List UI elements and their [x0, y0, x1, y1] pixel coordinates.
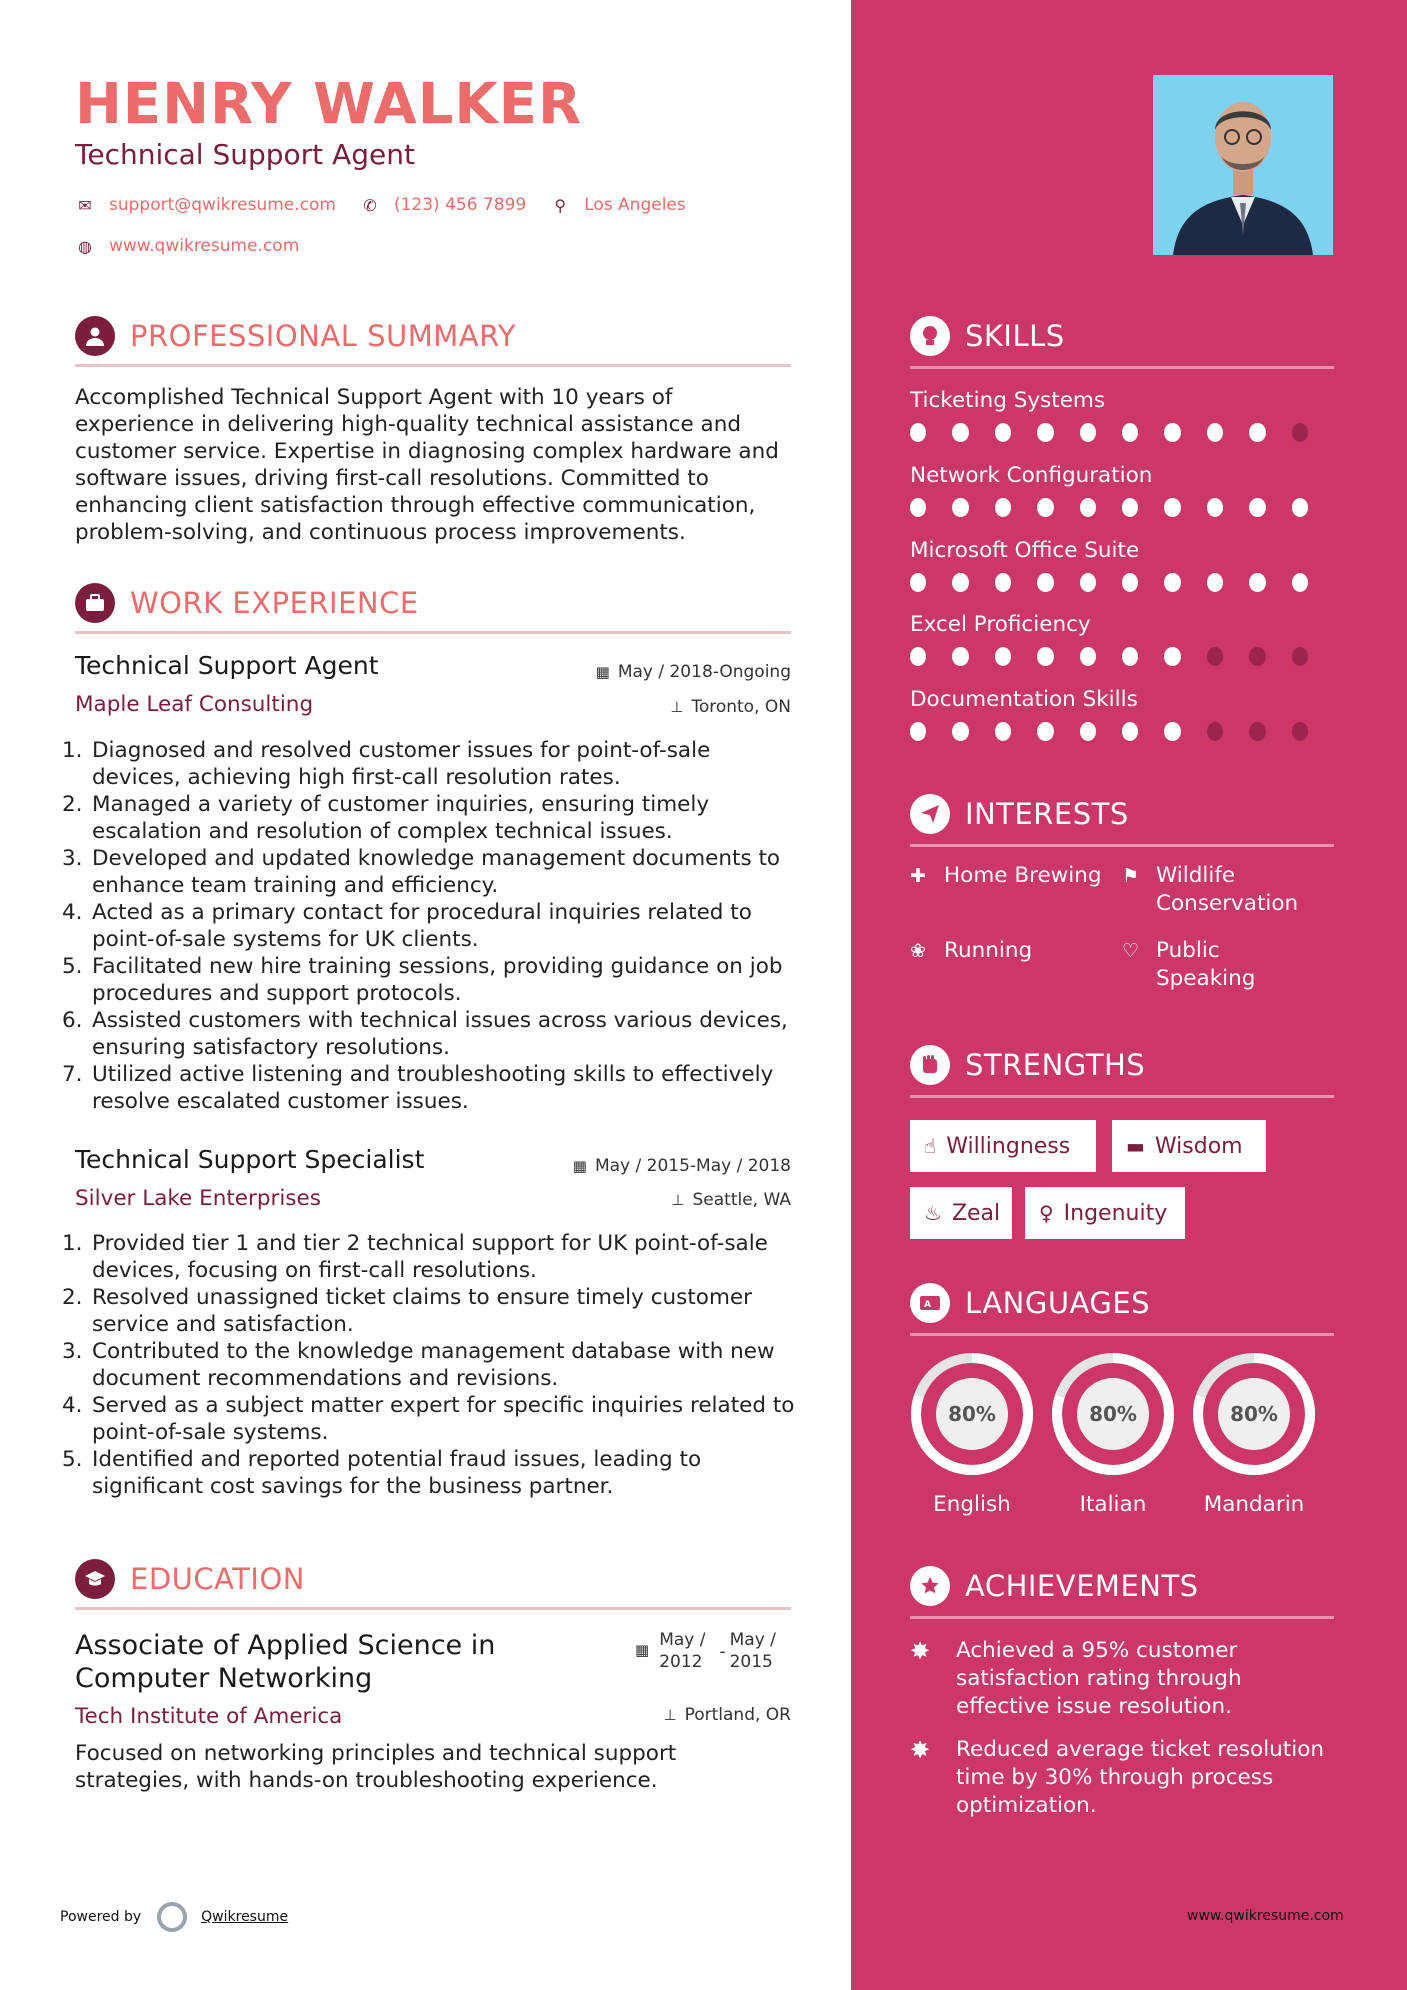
- interests-heading: INTERESTS: [965, 797, 1129, 831]
- summary-heading: PROFESSIONAL SUMMARY: [130, 319, 517, 353]
- graduation-cap-icon: [75, 1559, 115, 1599]
- rating-dot: [1037, 647, 1053, 666]
- language-item: [1192, 1352, 1316, 1517]
- rating-dot: [1292, 573, 1308, 592]
- achievement-text: Reduced average ticket resolution time by 30% through process optimization.: [956, 1737, 1324, 1818]
- website-link[interactable]: www.qwikresume.com: [109, 236, 300, 256]
- strengths-heading: STRENGTHS: [965, 1048, 1146, 1082]
- strengths-section-header: [910, 1045, 1334, 1097]
- job-date-text: May / 2015-May / 2018: [594, 1156, 791, 1176]
- list-item: 2. Managed a variety of customer inquiries, ensuring timely escalation and resolution of complex technical issues.: [62, 792, 710, 844]
- lightbulb-icon: ♀: [1039, 1201, 1054, 1225]
- section-divider: [910, 1095, 1334, 1098]
- language-percent: 80%: [1089, 1402, 1137, 1426]
- section-divider: [75, 364, 791, 367]
- interest-label: Running: [944, 938, 1033, 963]
- education-date: [635, 1629, 790, 1673]
- rating-dot: [1164, 647, 1180, 666]
- section-divider: [910, 366, 1334, 369]
- rating-dot: [1249, 573, 1265, 592]
- rating-dot: [1080, 722, 1096, 741]
- pushpin-icon: ⊥: [671, 1191, 685, 1209]
- rating-dot: [1164, 722, 1180, 741]
- rating-dot: [1249, 498, 1265, 517]
- star-burst-icon: ✸: [910, 1736, 931, 1764]
- candidate-title: Technical Support Agent: [75, 138, 415, 171]
- language-name: Italian: [1079, 1492, 1147, 1517]
- map-pin-icon: ⚲: [554, 195, 567, 215]
- rating-dot: [910, 498, 926, 517]
- education-date-end: May / 2015: [729, 1630, 776, 1672]
- qwikresume-logo-icon: [157, 1902, 187, 1932]
- section-divider: [75, 1607, 791, 1610]
- interests-section-header: [910, 794, 1334, 846]
- job-company-2: Silver Lake Enterprises: [75, 1186, 321, 1211]
- profile-photo: [1153, 75, 1333, 255]
- skill-rating: [910, 498, 1334, 517]
- rating-dot: [1207, 498, 1223, 517]
- job-title-2: Technical Support Specialist: [75, 1145, 425, 1174]
- achievement-text: Achieved a 95% customer satisfaction rating through effective issue resolution.: [956, 1638, 1242, 1719]
- job-location-1: [670, 697, 791, 717]
- strength-tag-ingenuity: [1025, 1187, 1185, 1239]
- list-item: 1. Provided tier 1 and tier 2 technical support for UK point-of-sale devices, focusing on first-call resolutions.: [62, 1231, 768, 1283]
- job-bullets-1: [62, 737, 802, 1115]
- rating-dot: [1207, 647, 1223, 666]
- interest-label: Home Brewing: [944, 863, 1102, 888]
- strength-tag-willingness: [910, 1120, 1096, 1172]
- list-item: 4. Served as a subject matter expert for specific inquiries related to point-of-sale systems.: [62, 1393, 795, 1445]
- list-item: 6. Assisted customers with technical issues across various devices, ensuring satisfactory resolutions.: [62, 1008, 788, 1060]
- fire-icon: ♨: [924, 1201, 942, 1225]
- rating-dot: [952, 722, 968, 741]
- skill-rating: [910, 573, 1334, 592]
- rating-dot: [1080, 423, 1096, 442]
- skill-item: [910, 538, 1334, 592]
- rating-dot: [952, 647, 968, 666]
- pushpin-icon: ⊥: [663, 1706, 677, 1724]
- section-divider: [910, 1616, 1334, 1619]
- rating-dot: [1249, 423, 1265, 442]
- star-burst-icon: ✸: [910, 1637, 931, 1665]
- rating-dot: [1080, 498, 1096, 517]
- education-section-header: [75, 1559, 791, 1609]
- rating-dot: [910, 647, 926, 666]
- job-title-1: Technical Support Agent: [75, 651, 379, 680]
- rating-dot: [952, 498, 968, 517]
- contact-row-2: [75, 236, 299, 256]
- experience-section-header: [75, 583, 791, 633]
- rating-dot: [1249, 647, 1265, 666]
- job-date-2: [573, 1156, 791, 1176]
- heartbeat-icon: ♡: [1122, 940, 1140, 962]
- rating-dot: [1122, 722, 1138, 741]
- candidate-name: HENRY WALKER: [75, 72, 583, 137]
- skill-item: [910, 612, 1334, 666]
- rating-dot: [995, 423, 1011, 442]
- job-company-1: Maple Leaf Consulting: [75, 692, 314, 717]
- skill-name: Microsoft Office Suite: [910, 538, 1140, 563]
- language-name: Mandarin: [1203, 1492, 1305, 1517]
- skills-section-header: [910, 316, 1334, 368]
- strength-label: Ingenuity: [1063, 1200, 1168, 1226]
- star-badge-icon: [910, 1566, 950, 1606]
- date-separator: -: [719, 1642, 726, 1662]
- interest-label: Public Speaking: [1156, 938, 1256, 991]
- rating-dot: [1249, 722, 1265, 741]
- paw-icon: ❀: [910, 940, 926, 962]
- interest-label: Wildlife Conservation: [1156, 863, 1299, 916]
- strength-label: Wisdom: [1154, 1133, 1243, 1159]
- job-date-1: [596, 662, 791, 682]
- rating-dot: [1207, 573, 1223, 592]
- user-icon: [75, 316, 115, 356]
- briefcase-icon: [75, 583, 115, 623]
- interest-item-home-brewing: [910, 862, 1110, 890]
- list-item: 3. Contributed to the knowledge management database with new document recommendations and revisions.: [62, 1339, 775, 1391]
- list-item: 5. Facilitated new hire training sessions, providing guidance on job procedures and support protocols.: [62, 954, 783, 1006]
- rating-dot: [1207, 722, 1223, 741]
- powered-by: [60, 1902, 288, 1932]
- book-icon: ▬: [1126, 1134, 1145, 1158]
- achievements-heading: ACHIEVEMENTS: [965, 1569, 1199, 1603]
- globe-icon: ◍: [78, 236, 92, 256]
- education-heading: EDUCATION: [130, 1562, 306, 1596]
- rating-dot: [1080, 647, 1096, 666]
- phone-text: (123) 456 7899: [393, 195, 527, 215]
- rating-dot: [1292, 498, 1308, 517]
- qwikresume-link[interactable]: Qwikresume: [201, 1909, 289, 1925]
- language-item: [1051, 1352, 1175, 1517]
- language-percent: 80%: [1230, 1402, 1278, 1426]
- section-divider: [910, 1333, 1334, 1336]
- rating-dot: [952, 573, 968, 592]
- job-bullets-2: [62, 1230, 802, 1500]
- skills-heading: SKILLS: [965, 319, 1065, 353]
- rating-dot: [952, 423, 968, 442]
- language-item: [910, 1352, 1034, 1517]
- rating-dot: [1164, 498, 1180, 517]
- achievement-item: [910, 1637, 1334, 1721]
- list-item: 1. Diagnosed and resolved customer issues for point-of-sale devices, achieving high first-call resolution rates.: [62, 738, 711, 790]
- job-location-text: Seattle, WA: [692, 1190, 791, 1210]
- rating-dot: [995, 573, 1011, 592]
- rating-dot: [1164, 573, 1180, 592]
- phone-icon: ✆: [363, 195, 377, 215]
- language-percent: 80%: [948, 1402, 996, 1426]
- achievements-section-header: [910, 1566, 1334, 1618]
- rating-dot: [995, 722, 1011, 741]
- job-location-2: [671, 1190, 791, 1210]
- rating-dot: [1292, 722, 1308, 741]
- lightbulb-icon: [910, 316, 950, 356]
- skill-rating: [910, 647, 1334, 666]
- skill-name: Documentation Skills: [910, 687, 1138, 712]
- list-item: 3. Developed and updated knowledge management documents to enhance team training and efficiency.: [62, 846, 781, 898]
- education-date-start: May / 2012: [659, 1630, 706, 1672]
- footer-website-link[interactable]: www.qwikresume.com: [1187, 1908, 1344, 1924]
- education-school: Tech Institute of America: [75, 1704, 343, 1729]
- skill-item: [910, 687, 1334, 741]
- rating-dot: [1122, 647, 1138, 666]
- calendar-icon: ▦: [595, 663, 610, 681]
- language-progress-ring: [1051, 1352, 1175, 1476]
- rating-dot: [1292, 647, 1308, 666]
- languages-heading: LANGUAGES: [965, 1286, 1151, 1320]
- flag-icon: ⚑: [1122, 865, 1140, 887]
- rating-dot: [995, 647, 1011, 666]
- interest-item-public-speaking: [1122, 937, 1322, 993]
- strength-label: Willingness: [946, 1133, 1071, 1159]
- rating-dot: [1037, 423, 1053, 442]
- puzzle-icon: ✚: [910, 865, 926, 887]
- strength-label: Zeal: [951, 1200, 1001, 1226]
- skill-name: Excel Proficiency: [910, 612, 1091, 637]
- envelope-icon: ✉: [78, 195, 92, 215]
- rating-dot: [1037, 573, 1053, 592]
- rating-dot: [910, 423, 926, 442]
- education-description: Focused on networking principles and technical support strategies, with hands-on troubleshooting experience.: [75, 1741, 677, 1793]
- interest-item-wildlife-conservation: [1122, 862, 1322, 918]
- experience-heading: WORK EXPERIENCE: [130, 586, 419, 620]
- rating-dot: [1080, 573, 1096, 592]
- language-name: English: [933, 1492, 1011, 1517]
- rating-dot: [1164, 423, 1180, 442]
- list-item: 7. Utilized active listening and troubleshooting skills to effectively resolve escalated customer issues.: [62, 1062, 774, 1114]
- languages-section-header: [910, 1283, 1334, 1335]
- rating-dot: [1122, 498, 1138, 517]
- rating-dot: [1207, 423, 1223, 442]
- strength-tag-wisdom: [1112, 1120, 1266, 1172]
- skill-rating: [910, 423, 1334, 442]
- email-link[interactable]: support@qwikresume.com: [109, 195, 336, 215]
- rating-dot: [1037, 498, 1053, 517]
- skill-rating: [910, 722, 1334, 741]
- fist-icon: [910, 1045, 950, 1085]
- list-item: 4. Acted as a primary contact for procedural inquiries related to point-of-sale systems for UK clients.: [62, 900, 752, 952]
- strength-tag-zeal: [910, 1187, 1012, 1239]
- job-location-text: Toronto, ON: [691, 697, 791, 717]
- skill-name: Ticketing Systems: [910, 388, 1106, 413]
- education-degree: Associate of Applied Science in Computer Networking: [75, 1630, 496, 1694]
- job-date-text: May / 2018-Ongoing: [617, 662, 791, 682]
- skill-item: [910, 388, 1334, 442]
- rating-dot: [1037, 722, 1053, 741]
- skill-item: [910, 463, 1334, 517]
- skill-name: Network Configuration: [910, 463, 1153, 488]
- achievement-item: [910, 1736, 1334, 1820]
- education-location: [664, 1705, 792, 1725]
- education-location-text: Portland, OR: [684, 1705, 791, 1725]
- rating-dot: [1122, 573, 1138, 592]
- rating-dot: [910, 573, 926, 592]
- location-text: Los Angeles: [584, 195, 686, 215]
- svg-text:A: A: [924, 1300, 931, 1310]
- section-divider: [75, 631, 791, 634]
- language-progress-ring: [1192, 1352, 1316, 1476]
- calendar-icon: ▦: [572, 1157, 587, 1175]
- interest-item-running: [910, 937, 1110, 965]
- powered-by-label: Powered by: [60, 1909, 142, 1925]
- rating-dot: [910, 722, 926, 741]
- paper-plane-icon: [910, 794, 950, 834]
- summary-text: Accomplished Technical Support Agent with 10 years of experience in delivering high-quality technical assistance and customer service. Expertise in diagnosing complex hardware and software issues, driving first-call resolutions. Committed to enhancing client satisfaction through effective communication, problem-solving, and continuous process improvements.: [75, 385, 779, 545]
- rating-dot: [995, 498, 1011, 517]
- rating-dot: [1122, 423, 1138, 442]
- list-item: 5. Identified and reported potential fraud issues, leading to significant cost savings for the business partner.: [62, 1447, 702, 1499]
- pushpin-icon: ⊥: [670, 698, 684, 716]
- list-item: 2. Resolved unassigned ticket claims to ensure timely customer service and satisfaction.: [62, 1285, 752, 1337]
- language-icon: [910, 1283, 950, 1323]
- contact-row-1: [75, 195, 686, 215]
- section-divider: [910, 844, 1334, 847]
- language-progress-ring: [910, 1352, 1034, 1476]
- summary-section-header: [75, 316, 791, 366]
- rating-dot: [1292, 423, 1308, 442]
- calendar-icon: ▦: [635, 1641, 650, 1659]
- thumbs-up-icon: ☝: [924, 1134, 937, 1158]
